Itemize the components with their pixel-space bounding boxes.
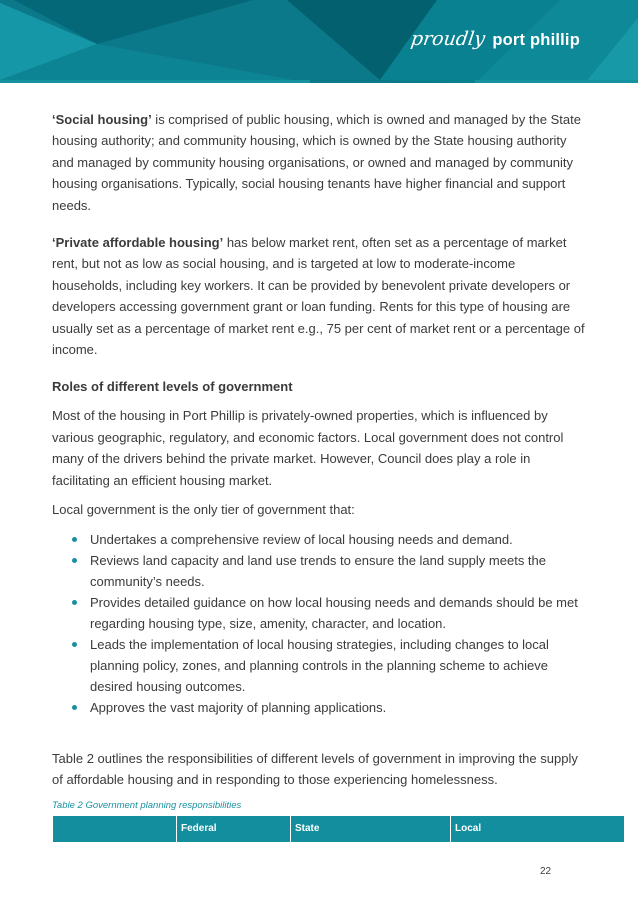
list-item (52, 634, 588, 697)
bullet-icon (72, 537, 77, 542)
logo-brand-text: port phillip (492, 31, 580, 49)
table-header-row (53, 816, 625, 842)
social-housing-definition: is comprised of public housing, which is owned and managed by the State housing authority; and community housing, which is owned by the State housing authority and managed by community housing organisations, or owned and managed by community housing organisations. Typically, social housing tenants have higher financial and support needs. (52, 112, 581, 213)
list-item (52, 592, 588, 634)
paragraph-private-affordable-housing (52, 232, 588, 360)
bullet-text: Undertakes a comprehensive review of local housing needs and demand. (90, 531, 513, 547)
port-phillip-logo (411, 28, 580, 50)
paragraph-housing-market: Most of the housing in Port Phillip is privately-owned properties, which is influenced by various geographic, regulatory, and economic factors. Local government does not control many of the drivers behind the private market. However, Council does play a role in facilitating an efficient housing market. (52, 408, 564, 488)
bullet-icon (72, 558, 77, 563)
private-affordable-housing-term: ‘Private affordable housing’ (52, 235, 224, 251)
list-item (52, 529, 588, 550)
bullet-icon (72, 642, 77, 647)
bullet-icon (72, 600, 77, 605)
paragraph-table2-intro: Table 2 outlines the responsibilities of different levels of government in improving the supply of affordable housing and in responding to those experiencing homelessness. (52, 750, 578, 787)
local-government-bullet-list (52, 529, 588, 718)
page-number: 22 (540, 866, 552, 877)
list-item (52, 550, 588, 592)
government-responsibilities-table (52, 815, 625, 842)
paragraph-social-housing (52, 109, 588, 216)
paragraph-local-government-intro: Local government is the only tier of government that: (52, 502, 355, 518)
bullet-icon (72, 705, 77, 710)
table-header-blank (53, 816, 177, 842)
table-header-local: Local (451, 816, 625, 842)
social-housing-term: ‘Social housing’ (52, 112, 152, 127)
bullet-text: Leads the implementation of local housing strategies, including changes to local planning policy, zones, and planning controls in the planning scheme to achieve desired housing outcomes. (90, 636, 549, 694)
bullet-text: Provides detailed guidance on how local housing needs and demands should be met regarding housing type, size, amenity, character, and location. (90, 594, 578, 631)
private-affordable-housing-definition: has below market rent, often set as a percentage of market rent, but not as low as social housing, and is targeted at low to moderate-income households, including key workers. It can be provided by benevolent private developers or developers accessing government grant or loan funding. Rents for this type of housing are usually set as a percentage of market rent e.g., 75 per cent of market rent or a percentage of income. (52, 235, 585, 358)
section-heading-roles: Roles of different levels of government (52, 379, 293, 395)
table-caption: Table 2 Government planning responsibilities (52, 800, 242, 812)
bullet-text: Reviews land capacity and land use trends to ensure the land supply meets the community’s needs. (90, 552, 546, 589)
bullet-text: Approves the vast majority of planning applications. (90, 699, 387, 715)
logo-script-text: proudly (409, 28, 487, 50)
table-header-federal: Federal (177, 816, 291, 842)
table-header-state: State (291, 816, 451, 842)
list-item (52, 697, 588, 718)
page-banner (0, 0, 638, 83)
document-body (52, 109, 588, 843)
